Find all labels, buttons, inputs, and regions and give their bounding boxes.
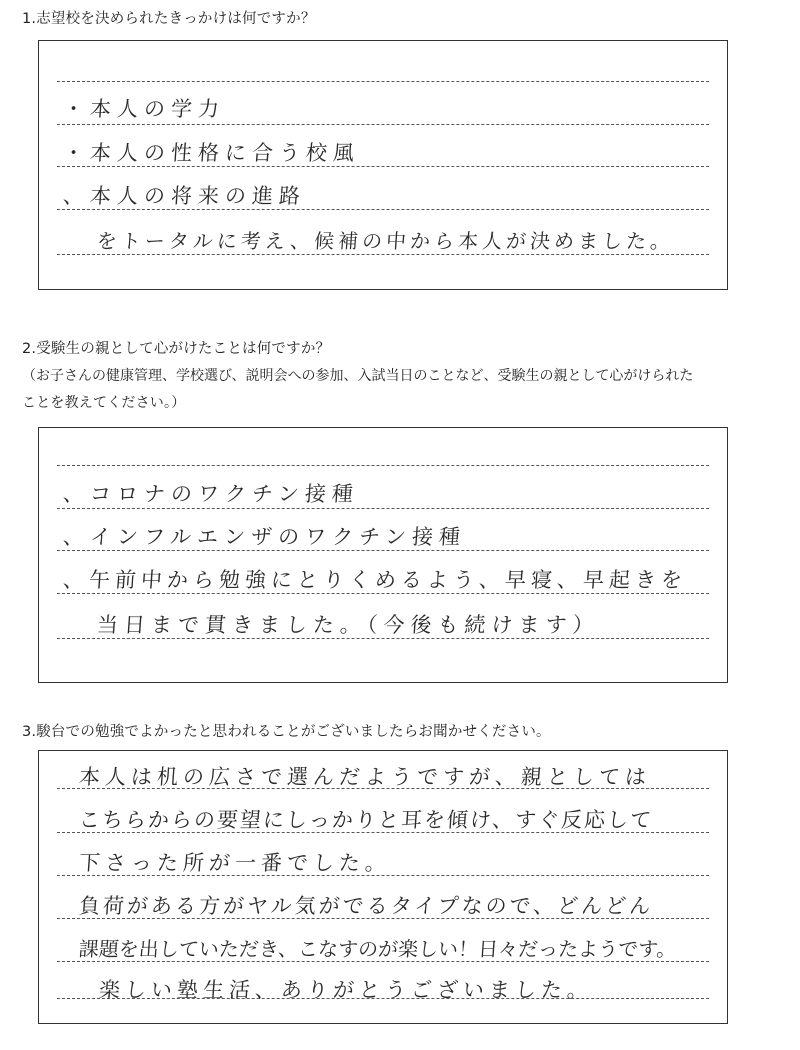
- answer-line: [57, 81, 709, 82]
- handwritten-answer-line: ・本人の学力: [62, 97, 226, 121]
- answer-box-3: [38, 750, 728, 1024]
- answer-line: [57, 124, 709, 125]
- question-2-note: （お子さんの健康管理、学校選び、説明会への参加、入試当日のことなど、受験生の親として心がけられた: [22, 368, 694, 384]
- handwritten-answer-line: 下さった所が一番でした。: [78, 851, 392, 875]
- handwritten-answer-line: ・本人の性格に合う校風: [62, 141, 361, 165]
- handwritten-answer-line: 楽しい塾生活、ありがとうございました。: [98, 978, 594, 1002]
- answer-line: [57, 254, 709, 255]
- handwritten-answer-line: 負荷がある方がヤル気がでるタイプなので、どんどん: [78, 894, 655, 918]
- handwritten-answer-line: をトータルに考え、候補の中から本人が決めました。: [96, 229, 675, 253]
- question-3: 3.駿台での勉強でよかったと思われることがございましたらお聞かせください。: [22, 724, 551, 740]
- answer-line: [57, 465, 709, 466]
- answer-line: [57, 508, 709, 509]
- handwritten-answer-line: 当日まで貫きました。（今後も続けます）: [96, 613, 601, 637]
- answer-box-1: [38, 40, 728, 290]
- handwritten-answer-line: こちらからの要望にしっかりと耳を傾け、すぐ反応して: [78, 808, 654, 832]
- question-1: 1.志望校を決められたきっかけは何ですか？: [22, 11, 316, 27]
- handwritten-answer-line: 、午前中から勉強にとりくめるよう、早寝、早起きを: [62, 568, 688, 592]
- handwritten-answer-line: 、本人の将来の進路: [62, 184, 307, 208]
- handwritten-answer-line: 、コロナのワクチン接種: [62, 482, 360, 506]
- handwritten-answer-line: 本人は机の広さで選んだようですが、親としては: [78, 765, 652, 789]
- handwritten-answer-line: 、インフルエンザのワクチン接種: [62, 525, 467, 549]
- question-2: 2.受験生の親として心がけたことは何ですか？: [22, 341, 331, 357]
- handwritten-answer-line: 課題を出していただき、こなすのが楽しい！日々だったようです。: [78, 937, 678, 961]
- question-2-note-cont: ことを教えてください。）: [22, 395, 186, 411]
- answer-box-2: [38, 427, 728, 683]
